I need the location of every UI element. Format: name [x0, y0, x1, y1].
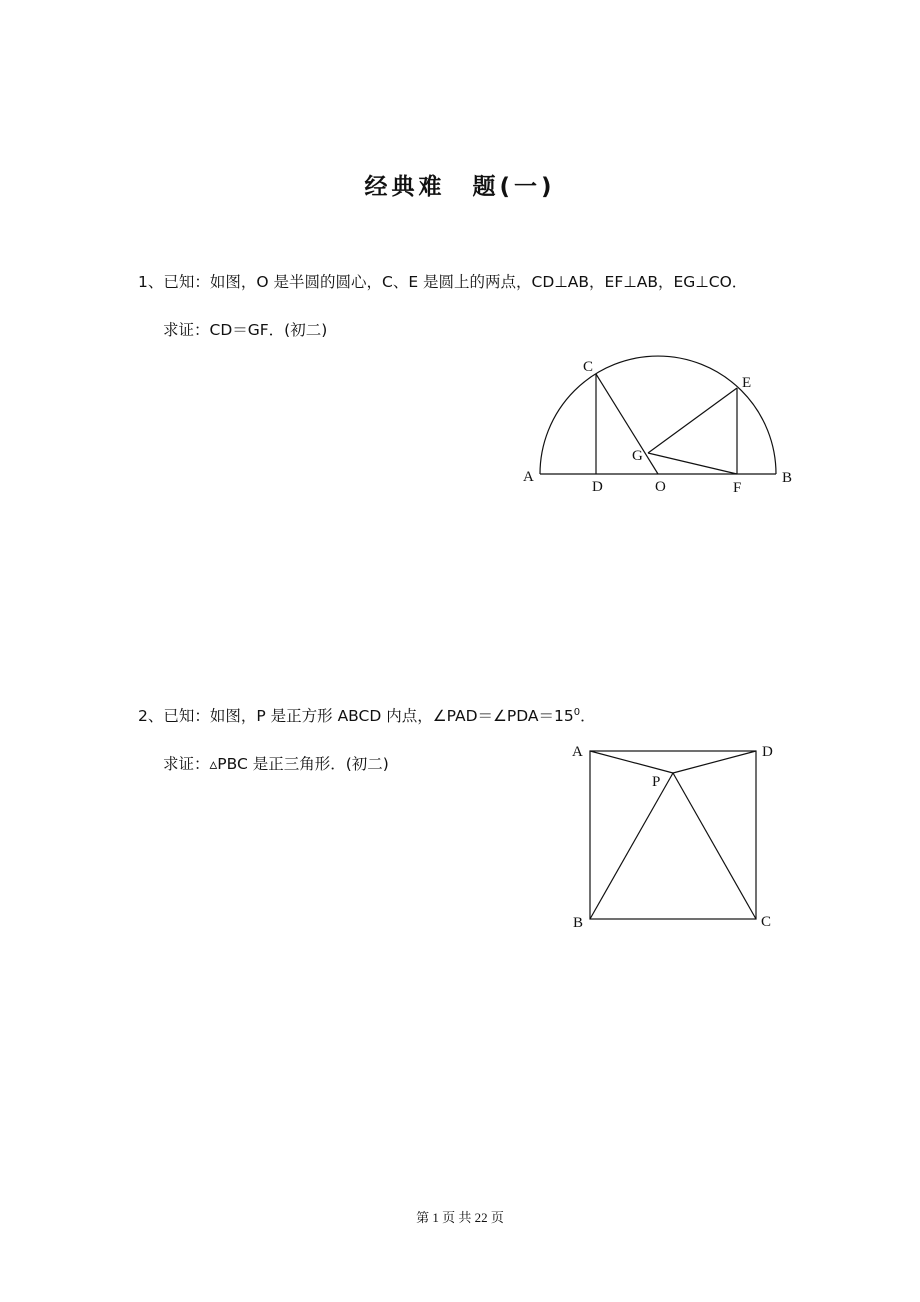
- label-b: B: [573, 915, 584, 931]
- label-p: P: [652, 774, 661, 790]
- problem-1-goal: 求证：CD＝GF．(初二): [163, 321, 328, 339]
- problem-2-statement-end: ．: [580, 707, 596, 725]
- label-e: E: [742, 375, 752, 391]
- semicircle-arc: [540, 356, 776, 474]
- label-f: F: [733, 480, 742, 496]
- segment-gf: [648, 453, 737, 474]
- problem-1-statement: 1、已知：如图，O 是半圆的圆心，C、E 是圆上的两点，CD⊥AB，EF⊥AB，EG⊥CO．: [138, 273, 748, 291]
- label-d: D: [592, 479, 603, 495]
- segment-co: [596, 374, 658, 474]
- square-figure: [560, 735, 790, 935]
- segment-cp: [673, 773, 756, 919]
- label-b: B: [782, 470, 793, 486]
- label-o: O: [655, 479, 666, 495]
- label-a: A: [523, 469, 534, 485]
- problem-2-statement: [138, 704, 596, 726]
- label-c: C: [761, 914, 772, 930]
- square-abcd: [590, 751, 756, 919]
- segment-bp: [590, 773, 673, 919]
- label-d: D: [762, 744, 773, 760]
- page-footer: 第 1 页 共 22 页: [416, 1210, 504, 1225]
- segment-ap: [590, 751, 673, 773]
- label-a: A: [572, 744, 583, 760]
- problem-2-goal: 求证：▵PBC 是正三角形．(初二): [163, 755, 389, 773]
- segment-eg: [648, 388, 737, 453]
- page-title: 经典难 题(一): [364, 174, 556, 200]
- label-g: G: [632, 448, 643, 464]
- degree-superscript: 0: [573, 706, 581, 718]
- semicircle-figure: [510, 345, 810, 505]
- segment-dp: [673, 751, 756, 773]
- problem-2-statement-text: 2、已知：如图，P 是正方形 ABCD 内点，∠PAD＝∠PDA＝15: [138, 707, 574, 725]
- label-c: C: [583, 359, 594, 375]
